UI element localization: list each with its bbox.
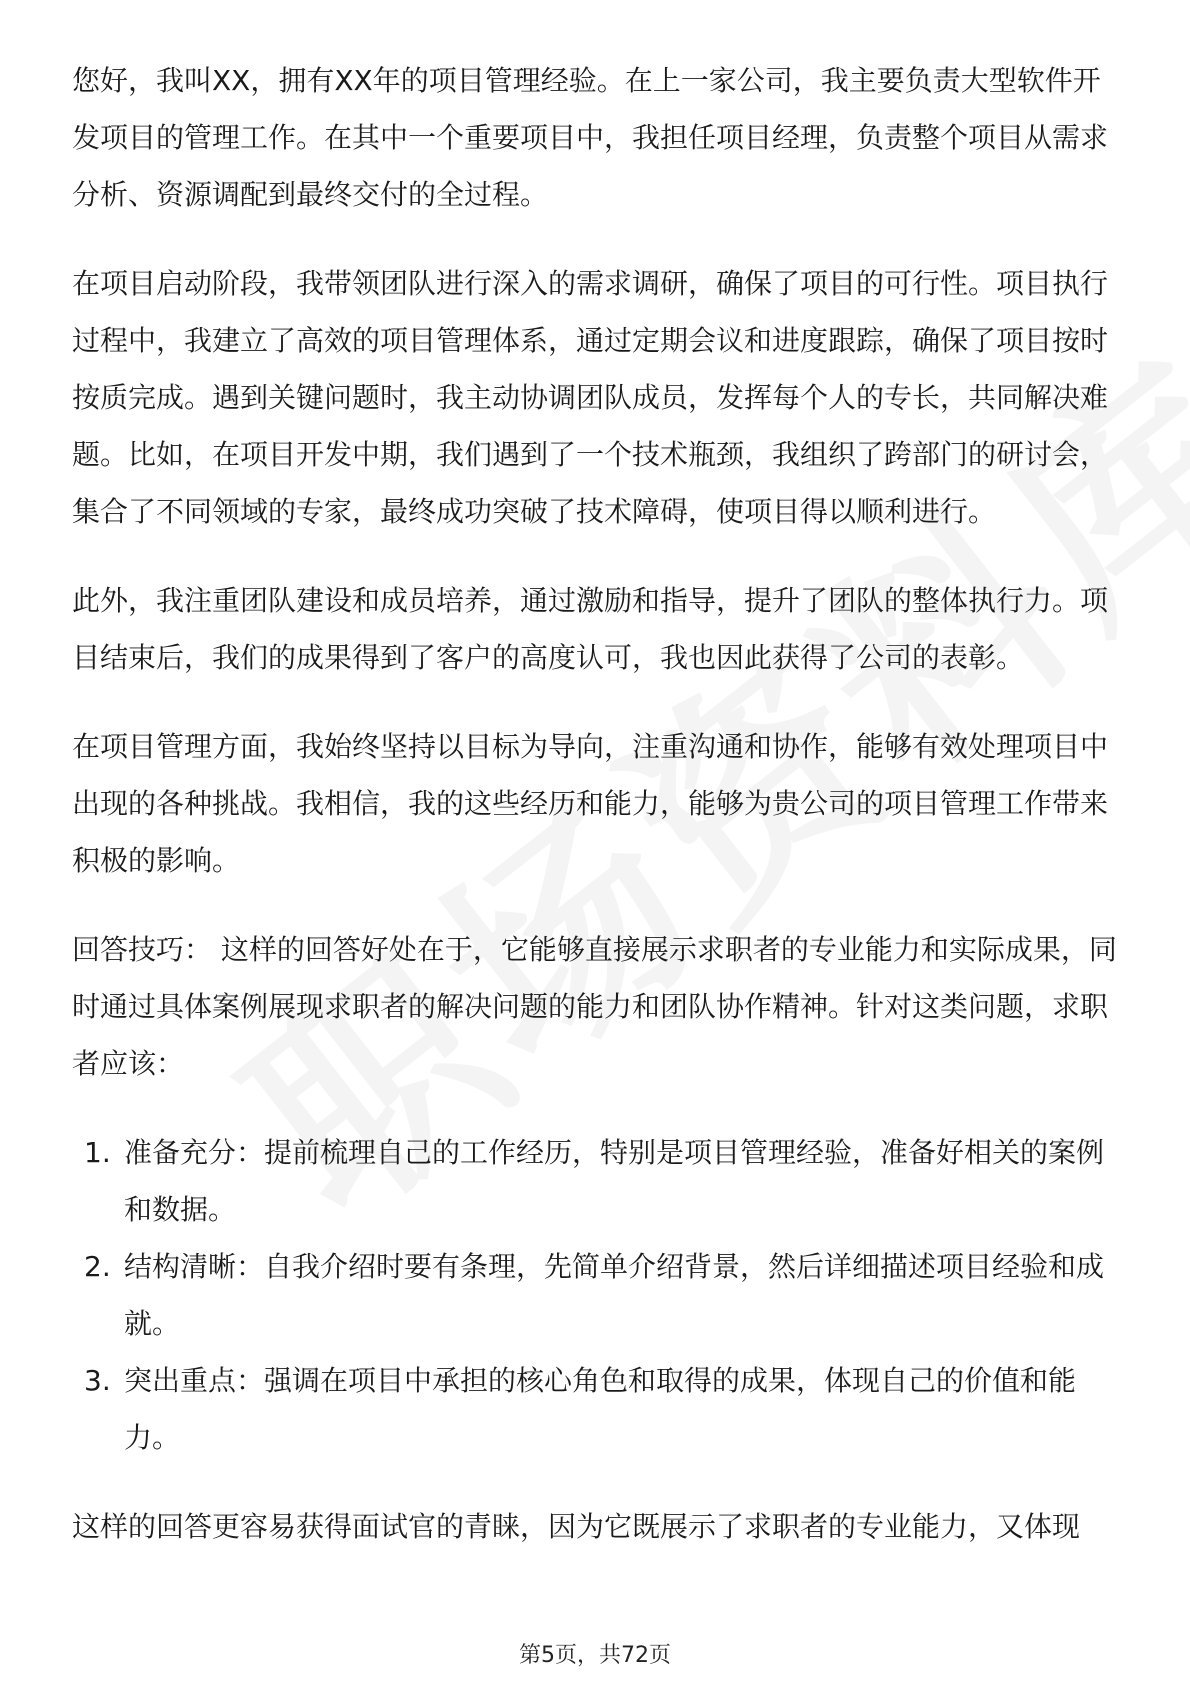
page-footer: 第5页，共72页 (519, 1643, 671, 1668)
paragraph-project-execution: 在项目启动阶段，我带领团队进行深入的需求调研，确保了项目的可行性。项目执行过程中，我建立了高效的项目管理体系，通过定期会议和进度跟踪，确保了项目按时按质完成。遇到关键问题时，我主动协调团队成员，发挥每个人的专长，共同解决难题。比如，在项目开发中期，我们遇到了一个技术瓶颈，我组织了跨部门的研讨会，集合了不同领域的专家，最终成功突破了技术障碍，使项目得以顺利进行。 (72, 267, 1109, 528)
list-item-number: 1. (84, 1136, 111, 1169)
paragraph-management-approach: 在项目管理方面，我始终坚持以目标为导向，注重沟通和协作，能够有效处理项目中出现的各种挑战。我相信，我的这些经历和能力，能够为贵公司的项目管理工作带来积极的影响。 (72, 730, 1109, 877)
paragraph-closing: 这样的回答更容易获得面试官的青睐，因为它既展示了求职者的专业能力，又体现 (72, 1510, 1081, 1543)
list-item-text: 准备充分：提前梳理自己的工作经历，特别是项目管理经验，准备好相关的案例和数据。 (124, 1136, 1105, 1226)
paragraph-intro: 您好，我叫XX，拥有XX年的项目管理经验。在上一家公司，我主要负责大型软件开发项目的管理工作。在其中一个重要项目中，我担任项目经理，负责整个项目从需求分析、资源调配到最终交付的全过程。 (72, 64, 1109, 211)
document-body (72, 52, 1118, 1587)
paragraph-team-building: 此外，我注重团队建设和成员培养，通过激励和指导，提升了团队的整体执行力。项目结束后，我们的成果得到了客户的高度认可，我也因此获得了公司的表彰。 (72, 584, 1109, 674)
list-item-text: 突出重点：强调在项目中承担的核心角色和取得的成果，体现自己的价值和能力。 (124, 1364, 1077, 1454)
list-item-text: 结构清晰：自我介绍时要有条理，先简单介绍背景，然后详细描述项目经验和成就。 (124, 1250, 1105, 1340)
list-item (72, 1238, 1118, 1352)
tips-list (72, 1124, 1118, 1466)
list-item (72, 1352, 1118, 1466)
list-item-number: 3. (84, 1364, 111, 1397)
list-item-number: 2. (84, 1250, 111, 1283)
paragraph-answer-tips: 回答技巧： 这样的回答好处在于，它能够直接展示求职者的专业能力和实际成果，同时通过具体案例展现求职者的解决问题的能力和团队协作精神。针对这类问题，求职者应该： (72, 933, 1117, 1080)
list-item (72, 1124, 1118, 1238)
